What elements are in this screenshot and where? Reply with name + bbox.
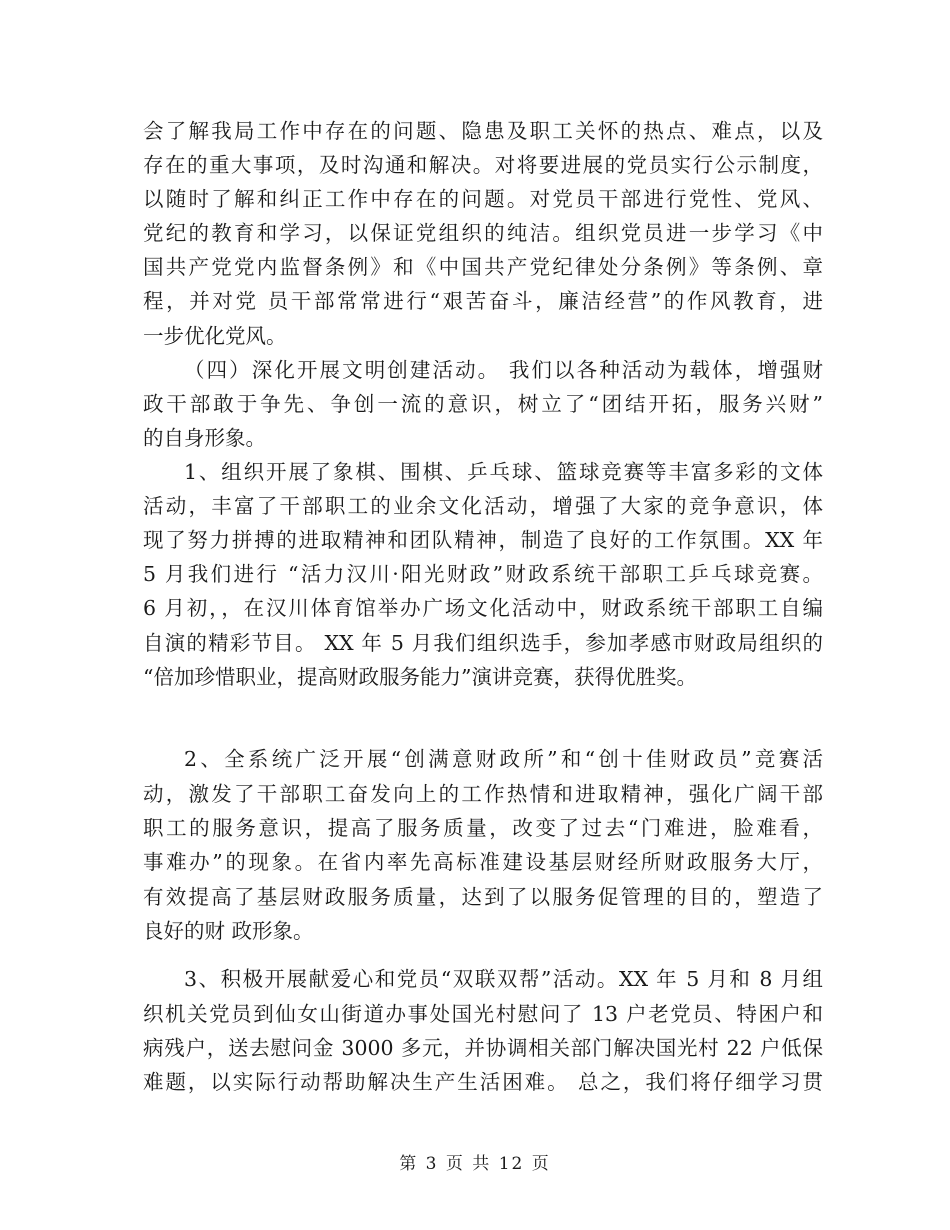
text-line: 政干部敢于争先、争创一流的意识，树立了“团结开拓，服务兴财” [143,392,823,416]
text-line: 现了努力拼搏的进取精神和团队精神，制造了良好的工作氛围。XX 年 [143,528,823,552]
text-line: 职工的服务意识，提高了服务质量，改变了过去“门难进，脸难看， [143,816,823,840]
text-line: 事难办”的现象。在省内率先高标准建设基层财经所财政服务大厅， [143,850,823,874]
text-line: （四）深化开展文明创建活动。 我们以各种活动为载体，增强财 [184,358,823,382]
text-line: 2、全系统广泛开展“创满意财政所”和“创十佳财政员”竞赛活 [184,747,823,771]
text-line: 动，激发了干部职工奋发向上的工作热情和进取精神，强化广阔干部 [143,782,823,806]
text-line: 有效提高了基层财政服务质量，达到了以服务促管理的目的，塑造了 [143,885,823,909]
text-line: 以随时了解和纠正工作中存在的问题。对党员干部进行党性、党风、 [143,187,823,211]
text-line: 良好的财 政形象。 [143,919,314,943]
text-line: 国共产党党内监督条例》和《中国共产党纪律处分条例》等条例、章 [143,255,823,279]
text-line: 会了解我局工作中存在的问题、隐患及职工关怀的热点、难点，以及 [143,119,823,143]
text-line: 6 月初，，在汉川体育馆举办广场文化活动中，财政系统干部职工自编 [143,596,823,620]
text-line: 一步优化党风。 [143,324,287,348]
text-line: 的自身形象。 [143,426,266,450]
text-line: 3、积极开展献爱心和党员“双联双帮”活动。XX 年 5 月和 8 月组 [184,967,823,991]
text-line: 5 月我们进行 “活力汉川·阳光财政”财政系统干部职工乒乓球竞赛。 [143,562,823,586]
text-line: 存在的重大事项，及时沟通和解决。对将要进展的党员实行公示制度， [143,153,823,177]
text-line: 1、组织开展了象棋、围棋、乒乓球、篮球竞赛等丰富多彩的文体 [184,460,823,484]
text-line: 程，并对党 员干部常常进行“艰苦奋斗，廉洁经营”的作风教育，进 [143,289,823,313]
page-footer: 第 3 页 共 12 页 [399,1154,551,1174]
text-line: 自演的精彩节目。 XX 年 5 月我们组织选手，参加孝感市财政局组织的 [143,631,823,655]
text-line: 织机关党员到仙女山街道办事处国光村慰问了 13 户老党员、特困户和 [143,1002,823,1026]
text-line: “倍加珍惜职业，提高财政服务能力”演讲竞赛，获得优胜奖。 [143,665,697,689]
text-line: 病残户，送去慰问金 3000 多元，并协调相关部门解决国光村 22 户低保 [143,1036,823,1060]
text-line: 难题，以实际行动帮助解决生产生活困难。 总之，我们将仔细学习贯 [143,1070,823,1094]
text-line: 党纪的教育和学习，以保证党组织的纯洁。组织党员进一步学习《中 [143,221,823,245]
text-line: 活动，丰富了干部职工的业余文化活动，增强了大家的竞争意识，体 [143,494,823,518]
